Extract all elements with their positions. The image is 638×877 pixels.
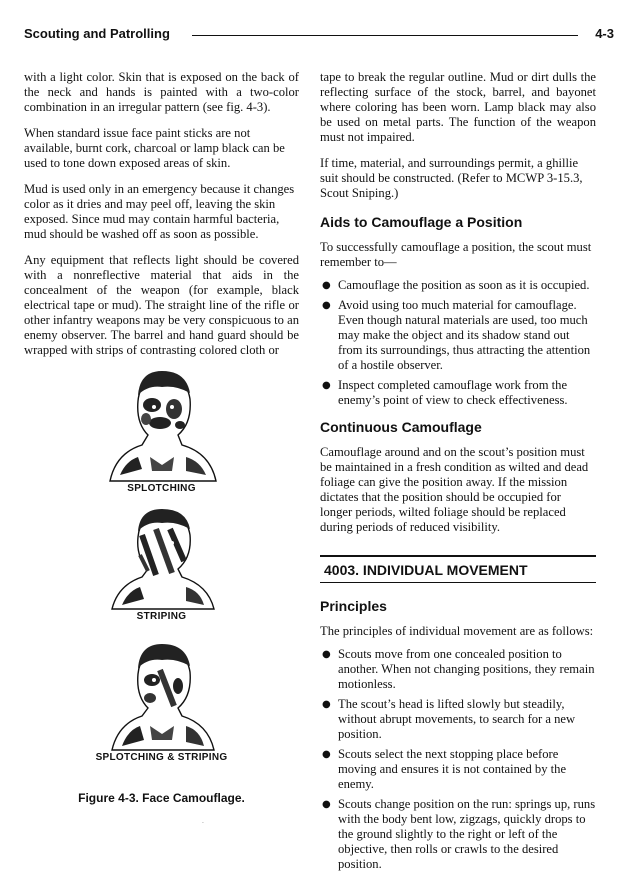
section-header-box: [320, 555, 596, 583]
header-rule: [192, 35, 578, 36]
paragraph: When standard issue face paint sticks are not available, burnt cork, charcoal or lamp black can be used to tone down exposed areas of skin.: [24, 126, 285, 170]
heading-continuous-camouflage: Continuous Camouflage: [320, 419, 482, 435]
bullet-icon: ●: [322, 649, 331, 660]
list-item-text: Scouts move from one concealed position to another. When not changing positions, they remain motionless.: [338, 647, 595, 691]
figure-panel-label: SPLOTCHING: [127, 483, 196, 494]
paragraph: Mud is used only in an emergency because it changes color as it dries and may peel off, leaving the skin exposed. Since mud may contain harmful bacteria, mud should be washed off as soon as possible.: [24, 182, 295, 241]
list-item: [320, 278, 596, 293]
right-column: [320, 70, 596, 877]
figure-panel-splotching: [24, 365, 299, 494]
heading-aids-to-camouflage: Aids to Camouflage a Position: [320, 214, 523, 230]
list-item: [320, 797, 596, 872]
section-title: 4003. INDIVIDUAL MOVEMENT: [324, 562, 528, 578]
bullet-icon: ●: [322, 380, 331, 391]
list-item-text: Camouflage the position as soon as it is occupied.: [338, 278, 590, 292]
list-item-text: Scouts change position on the run: springs up, runs with the body bent low, zigzags, quickly drops to the ground slightly to the right or left of the objective, then rolls or crawls to the desired position.: [338, 797, 596, 871]
figure-panel-label: SPLOTCHING & STRIPING: [95, 752, 228, 763]
principles-bullet-list: [320, 647, 596, 872]
list-item-text: The scout’s head is lifted slowly but steadily, without abrupt movements, to search for a new position.: [338, 697, 576, 741]
striping-face-illustration: [102, 505, 222, 611]
list-item: [320, 647, 596, 692]
figure-caption-block: [24, 791, 299, 805]
list-item-text: Scouts select the next stopping place before moving and ensures it is not contained by the enemy.: [338, 747, 567, 791]
aids-bullet-list: [320, 278, 596, 408]
paragraph: Camouflage around and on the scout’s position must be maintained in a fresh condition as wilted and dead foliage can give the position away. If the mission dictates that the position should be occupied for longer periods, wilted foliage should be replaced during periods of reduced visibility.: [320, 445, 589, 534]
list-item-text: Avoid using too much material for camouflage. Even though natural materials are used, too much may make the object and its shadow stand out from its surroundings, thus attracting the attention of a hostile observer.: [338, 298, 591, 372]
figure-caption: Figure 4-3. Face Camouflage.: [78, 791, 245, 805]
figure-panel-striping: [24, 505, 299, 622]
heading-principles: Principles: [320, 598, 387, 614]
bullet-icon: ●: [322, 799, 331, 810]
splotching-striping-face-illustration: [102, 640, 222, 752]
bullet-icon: ●: [322, 699, 331, 710]
paragraph: tape to break the regular outline. Mud or dirt dulls the reflecting surface of the stock, barrel, and bayonet where coloring has been worn. Lamp black may also be used on metal parts. The function of the weapon must not impaired.: [320, 70, 596, 144]
paragraph: The principles of individual movement are as follows:: [320, 624, 594, 638]
page-header: [24, 26, 614, 48]
bullet-icon: ●: [322, 300, 331, 311]
page-number: 4-3: [595, 26, 614, 41]
running-title: Scouting and Patrolling: [24, 26, 170, 41]
bullet-icon: ●: [322, 749, 331, 760]
paragraph: with a light color. Skin that is exposed on the back of the neck and hands is painted with a two-color combination in an irregular pattern (see fig. 4-3).: [24, 70, 299, 114]
figure-panel-splotching-and-striping: [24, 640, 299, 763]
left-column: [24, 70, 299, 369]
list-item-text: Inspect completed camouflage work from the enemy’s point of view to check effectiveness.: [338, 378, 568, 407]
list-item: [320, 378, 596, 408]
paragraph: Any equipment that reflects light should be covered with a nonreflective material that aids in the concealment of the weapon (for example, black electrical tape or mud). The straight line of the rifle or other infantry weapons may be very conspicuous to an enemy observer. The barrel and hand guard should be wrapped with strips of contrasting colored cloth or: [24, 253, 299, 357]
splotching-face-illustration: [102, 365, 222, 483]
list-item: [320, 298, 596, 373]
list-item: [320, 697, 596, 742]
paragraph: To successfully camouflage a position, the scout must remember to—: [320, 240, 592, 269]
figure-panel-label: STRIPING: [136, 611, 187, 622]
scan-speck: ·: [202, 820, 204, 827]
list-item: [320, 747, 596, 792]
bullet-icon: ●: [322, 280, 331, 291]
paragraph: If time, material, and surroundings permit, a ghillie suit should be constructed. (Refer to MCWP 3-15.3, Scout Sniping.): [320, 156, 583, 200]
